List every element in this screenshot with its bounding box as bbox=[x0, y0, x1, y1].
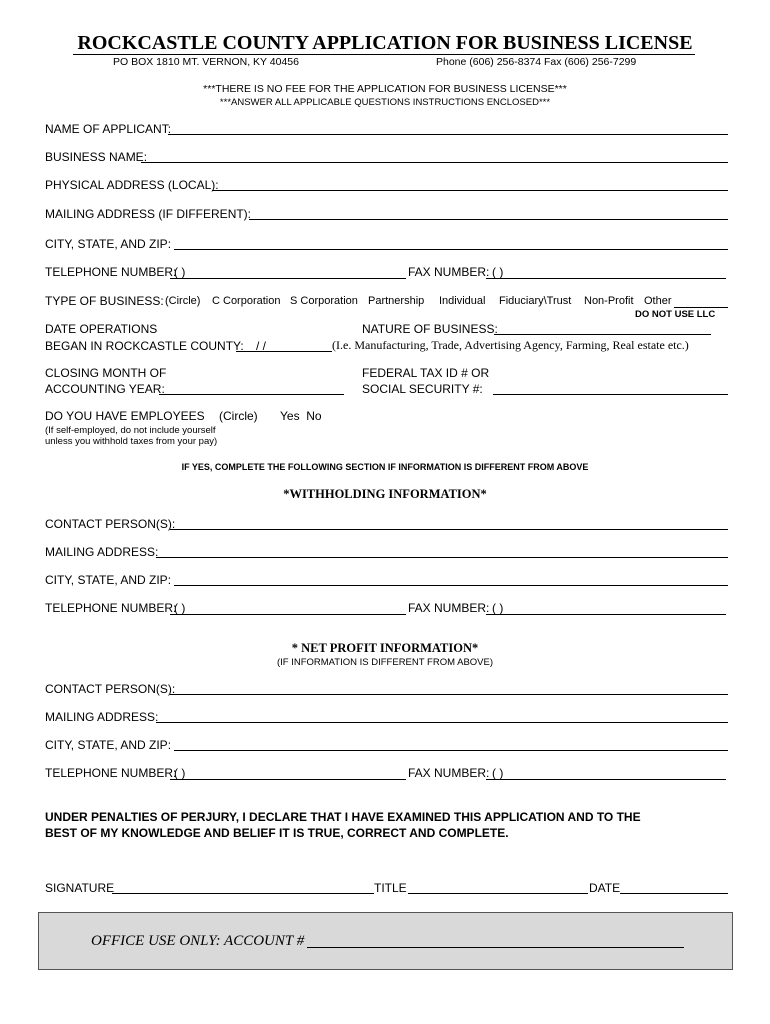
no-llc-note: DO NOT USE LLC bbox=[635, 309, 716, 320]
net-profit-fax-label: FAX NUMBER: bbox=[408, 766, 490, 780]
nature-business-label: NATURE OF BUSINESS: bbox=[362, 322, 498, 336]
office-account-field[interactable] bbox=[307, 947, 684, 948]
net-profit-contact-label: CONTACT PERSON(S): bbox=[45, 682, 176, 696]
net-profit-mailing-label: MAILING ADDRESS: bbox=[45, 710, 159, 724]
business-type-label: TYPE OF BUSINESS: bbox=[45, 294, 164, 308]
title-label: TITLE bbox=[374, 881, 407, 895]
if-yes-instruction: IF YES, COMPLETE THE FOLLOWING SECTION IF INFORMATION IS DIFFERENT FROM ABOVE bbox=[181, 462, 589, 472]
withholding-telephone-field[interactable] bbox=[170, 614, 406, 615]
withholding-city-label: CITY, STATE, AND ZIP: bbox=[45, 573, 172, 587]
mailing-address-label: MAILING ADDRESS (IF DIFFERENT): bbox=[45, 207, 252, 221]
option-non-profit[interactable]: Non-Profit bbox=[584, 295, 634, 307]
withholding-contact-field[interactable] bbox=[170, 529, 728, 530]
withholding-fax-field[interactable] bbox=[486, 614, 726, 615]
withholding-heading: *WITHHOLDING INFORMATION* bbox=[283, 487, 487, 501]
no-fee-notice: ***THERE IS NO FEE FOR THE APPLICATION FOR BUSINESS LICENSE*** bbox=[203, 83, 567, 95]
net-profit-subheading: (IF INFORMATION IS DIFFERENT FROM ABOVE) bbox=[276, 657, 494, 668]
accounting-year-field[interactable] bbox=[159, 394, 344, 395]
applicant-name-label: NAME OF APPLICANT: bbox=[45, 122, 172, 136]
federal-tax-label: FEDERAL TAX ID # OR bbox=[362, 366, 490, 380]
title-field[interactable] bbox=[408, 893, 588, 894]
net-profit-city-label: CITY, STATE, AND ZIP: bbox=[45, 738, 172, 752]
option-partnership[interactable]: Partnership bbox=[368, 295, 425, 307]
fax-label: FAX NUMBER: bbox=[408, 265, 490, 279]
physical-address-field[interactable] bbox=[212, 190, 728, 191]
office-use-label: OFFICE USE ONLY: ACCOUNT # bbox=[91, 933, 305, 949]
net-profit-heading: * NET PROFIT INFORMATION* bbox=[291, 641, 479, 655]
business-type-circle-hint: (Circle) bbox=[165, 295, 201, 307]
withholding-telephone-label: TELEPHONE NUMBER: bbox=[45, 601, 177, 615]
signature-label: SIGNATURE bbox=[45, 881, 115, 895]
applicant-name-field[interactable] bbox=[168, 134, 728, 135]
ssn-label: SOCIAL SECURITY #: bbox=[362, 382, 483, 396]
option-individual[interactable]: Individual bbox=[439, 295, 486, 307]
date-slashes: / / bbox=[256, 339, 267, 353]
option-fiduciary-trust[interactable]: Fiduciary\Trust bbox=[499, 295, 572, 307]
office-use-box bbox=[38, 912, 733, 970]
other-field[interactable] bbox=[674, 307, 728, 308]
withholding-contact-label: CONTACT PERSON(S): bbox=[45, 517, 176, 531]
physical-address-label: PHYSICAL ADDRESS (LOCAL): bbox=[45, 178, 219, 192]
withholding-city-field[interactable] bbox=[174, 585, 728, 586]
net-profit-telephone-label: TELEPHONE NUMBER: bbox=[45, 766, 177, 780]
withholding-mailing-field[interactable] bbox=[156, 557, 728, 558]
declaration-line-1: UNDER PENALTIES OF PERJURY, I DECLARE THAT I HAVE EXAMINED THIS APPLICATION AND TO THE bbox=[45, 810, 641, 824]
fax-area-code: ( ) bbox=[492, 265, 504, 279]
fax-field[interactable] bbox=[486, 278, 726, 279]
employees-yes-no[interactable]: Yes No bbox=[280, 409, 322, 423]
net-profit-city-field[interactable] bbox=[174, 750, 728, 751]
net-profit-telephone-field[interactable] bbox=[170, 779, 406, 780]
office-address: PO BOX 1810 MT. VERNON, KY 40456 bbox=[113, 56, 299, 68]
nature-business-field[interactable] bbox=[494, 334, 711, 335]
page-title: ROCKCASTLE COUNTY APPLICATION FOR BUSINESS LICENSE bbox=[77, 32, 693, 54]
began-county-label: BEGAN IN ROCKCASTLE COUNTY: bbox=[45, 339, 244, 353]
withholding-telephone-area: ( ) bbox=[174, 601, 186, 615]
city-state-zip-field[interactable] bbox=[174, 249, 728, 250]
net-profit-fax-area: ( ) bbox=[492, 766, 504, 780]
date-operations-field[interactable] bbox=[236, 351, 332, 352]
office-phone: Phone (606) 256-8374 Fax (606) 256-7299 bbox=[436, 56, 637, 68]
option-other[interactable]: Other bbox=[644, 295, 672, 307]
employees-question: DO YOU HAVE EMPLOYEES bbox=[45, 409, 205, 423]
telephone-area-code: ( ) bbox=[174, 265, 186, 279]
date-operations-label: DATE OPERATIONS bbox=[45, 322, 158, 336]
declaration-line-2: BEST OF MY KNOWLEDGE AND BELIEF IT IS TRUE, CORRECT AND COMPLETE. bbox=[45, 826, 509, 840]
instructions-notice: ***ANSWER ALL APPLICABLE QUESTIONS INSTRUCTIONS ENCLOSED*** bbox=[219, 97, 551, 108]
date-label: DATE bbox=[589, 881, 621, 895]
signature-field[interactable] bbox=[112, 893, 374, 894]
closing-month-label: CLOSING MONTH OF bbox=[45, 366, 167, 380]
title-underline bbox=[73, 54, 695, 55]
withholding-fax-area: ( ) bbox=[492, 601, 504, 615]
net-profit-fax-field[interactable] bbox=[486, 779, 726, 780]
mailing-address-field[interactable] bbox=[249, 219, 728, 220]
accounting-year-label: ACCOUNTING YEAR: bbox=[45, 382, 165, 396]
telephone-field[interactable] bbox=[170, 278, 406, 279]
net-profit-contact-field[interactable] bbox=[170, 694, 728, 695]
employees-note-2: unless you withhold taxes from your pay) bbox=[45, 436, 218, 447]
city-state-zip-label: CITY, STATE, AND ZIP: bbox=[45, 237, 172, 251]
business-name-field[interactable] bbox=[141, 162, 728, 163]
date-field[interactable] bbox=[620, 893, 728, 894]
net-profit-mailing-field[interactable] bbox=[156, 722, 728, 723]
employees-note-1: (If self-employed, do not include yourself bbox=[45, 425, 216, 436]
option-c-corporation[interactable]: C Corporation bbox=[212, 295, 281, 307]
telephone-label: TELEPHONE NUMBER: bbox=[45, 265, 177, 279]
federal-tax-field[interactable] bbox=[493, 394, 728, 395]
net-profit-telephone-area: ( ) bbox=[174, 766, 186, 780]
withholding-mailing-label: MAILING ADDRESS: bbox=[45, 545, 159, 559]
nature-business-hint: (I.e. Manufacturing, Trade, Advertising Agency, Farming, Real estate etc.) bbox=[332, 338, 689, 352]
option-s-corporation[interactable]: S Corporation bbox=[290, 295, 358, 307]
withholding-fax-label: FAX NUMBER: bbox=[408, 601, 490, 615]
business-name-label: BUSINESS NAME: bbox=[45, 150, 148, 164]
employees-circle-hint: (Circle) bbox=[219, 409, 258, 423]
